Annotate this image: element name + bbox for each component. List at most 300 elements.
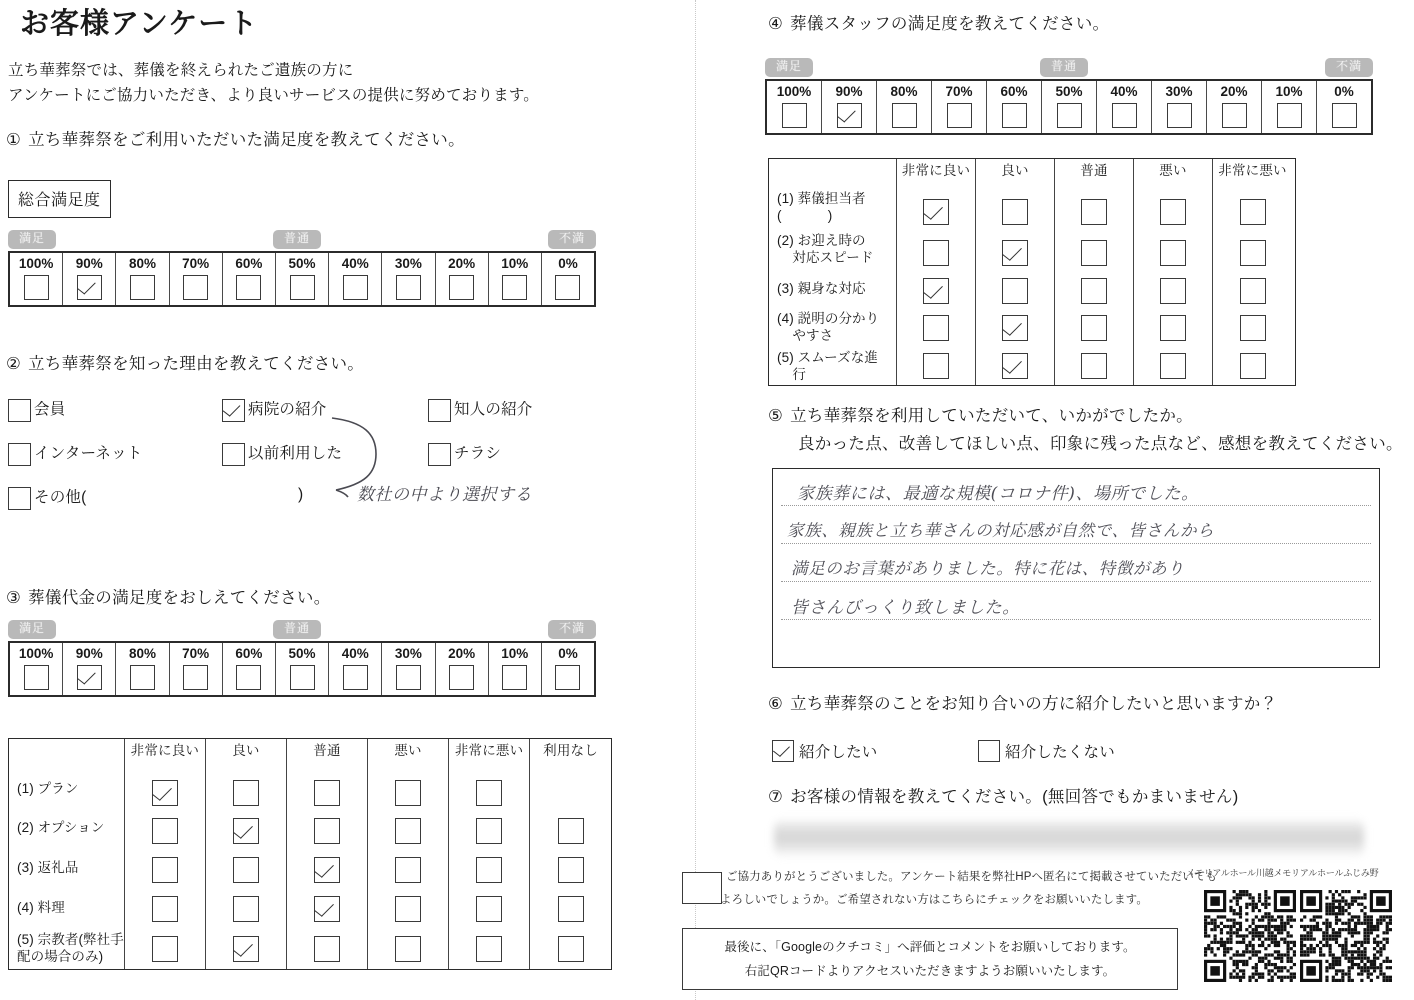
q4-matrix-cell-r5-c5[interactable]: [1213, 348, 1292, 385]
q4-scale-percent-label: 50%: [1055, 84, 1083, 99]
q3-matrix-cell-r1-c5[interactable]: [449, 774, 529, 811]
q4-scale-cell-100[interactable]: [767, 81, 822, 133]
q4-matrix-checkbox-r1-c2[interactable]: [1002, 199, 1028, 225]
q2-option-checkbox-5[interactable]: [222, 443, 245, 466]
q4-matrix-row-label-1-line-2: ( ): [777, 207, 833, 223]
q5-rule-line-2: [781, 543, 1371, 544]
q2-option-label-4: インターネット: [34, 445, 143, 462]
q3-scale-percent-label: 90%: [75, 646, 103, 661]
q3-matrix-column-2: [206, 739, 287, 969]
q3-scale-cell-70[interactable]: [170, 643, 223, 695]
right-column: [760, 0, 1414, 1000]
q3-matrix-checkbox-r2-c3[interactable]: [314, 818, 340, 844]
q4-matrix-cell-r5-c1[interactable]: [897, 348, 975, 385]
hp-consent-line-1: ご協力ありがとうございました。アンケート結果を弊社HPへ匿名にて掲載させていただいても: [726, 871, 1218, 883]
q4-matrix-checkbox-r5-c2[interactable]: [1002, 353, 1028, 379]
q4-matrix-cell-r2-c2[interactable]: [976, 232, 1054, 273]
q4-matrix-checkbox-r2-c3[interactable]: [1081, 240, 1107, 266]
q1-scale-checkbox-80[interactable]: [130, 275, 155, 300]
q4-matrix-column-header-4: 悪い: [1159, 163, 1187, 178]
q4-scale-cell-70[interactable]: [932, 81, 987, 133]
q1-scale-checkbox-20[interactable]: [449, 275, 474, 300]
q6-no-option[interactable]: [978, 740, 1115, 762]
q4-matrix-row-label-1-line-1: (1) 葬儀担当者: [777, 190, 866, 206]
q4-scale-checkbox-0[interactable]: [1332, 103, 1357, 128]
q4-matrix-cell-r1-c1[interactable]: [897, 191, 975, 232]
q3-matrix-checkbox-r5-c1[interactable]: [152, 936, 178, 962]
q3-matrix-cell-r5-c3[interactable]: [287, 928, 367, 969]
q4-matrix-cell-r5-c2[interactable]: [976, 348, 1054, 385]
q4-matrix-cell-r2-c4[interactable]: [1134, 232, 1212, 273]
q3-matrix-checkbox-r2-c6[interactable]: [558, 818, 584, 844]
q3-scale-cell-50[interactable]: [276, 643, 329, 695]
q3-matrix-checkbox-r3-c1[interactable]: [152, 857, 178, 883]
q4-scale-cell-60[interactable]: [987, 81, 1042, 133]
q4-matrix-cell-r1-c5[interactable]: [1213, 191, 1292, 232]
q4-matrix-cell-r2-c1[interactable]: [897, 232, 975, 273]
q4-matrix-checkbox-r4-c4[interactable]: [1160, 315, 1186, 341]
q1-scale-percent-label: 70%: [182, 256, 210, 271]
q3-matrix-column-1: [125, 739, 206, 969]
q3-matrix-column-header-4: 悪い: [394, 743, 422, 758]
q1-scale-checkbox-30[interactable]: [396, 275, 421, 300]
q4-matrix-checkbox-r5-c5[interactable]: [1240, 353, 1266, 379]
q1-scale-checkbox-90[interactable]: [77, 275, 102, 300]
q2-option-3[interactable]: [428, 398, 533, 422]
q4-matrix-checkbox-r5-c3[interactable]: [1081, 353, 1107, 379]
q3-matrix-cell-r3-c3[interactable]: [287, 850, 367, 889]
q2-option-6[interactable]: [428, 442, 501, 466]
q2-option-checkbox-1[interactable]: [8, 399, 31, 422]
q4-scale-percent-label: 40%: [1110, 84, 1138, 99]
q6-no-checkbox[interactable]: [978, 740, 1000, 762]
q3-scale-checkbox-70[interactable]: [183, 665, 208, 690]
badge-satisfied: 満足: [8, 230, 56, 249]
q5-comment-line-1: 家族葬には、最適な規模(コロナ件)、場所でした。: [797, 484, 1199, 504]
q4-matrix-checkbox-r3-c1[interactable]: [923, 278, 949, 304]
q4-matrix-cell-r4-c4[interactable]: [1134, 309, 1212, 348]
q3-matrix-cell-r4-c4[interactable]: [368, 889, 448, 928]
q3-matrix-checkbox-r1-c3[interactable]: [314, 780, 340, 806]
q1-scale-percent-label: 60%: [235, 256, 263, 271]
q2-option-label-1: 会員: [34, 401, 66, 418]
q1-scale-cell-80[interactable]: [116, 253, 169, 305]
q4-matrix-checkbox-r3-c2[interactable]: [1002, 278, 1028, 304]
q4-matrix-cell-r3-c4[interactable]: [1134, 273, 1212, 308]
question-4-heading: [768, 12, 1109, 37]
q4-matrix-checkbox-r5-c1[interactable]: [923, 353, 949, 379]
qr-code-fujimino[interactable]: [1300, 890, 1392, 982]
q4-percent-scale[interactable]: [765, 79, 1373, 135]
q3-matrix-checkbox-r5-c4[interactable]: [395, 936, 421, 962]
q3-scale-checkbox-0[interactable]: [555, 665, 580, 690]
q3-matrix-column-header-1: 非常に良い: [130, 743, 200, 758]
q4-matrix-column-header-2: 良い: [1001, 163, 1029, 178]
q3-scale-cell-10[interactable]: [489, 643, 542, 695]
q4-matrix-column-5: [1213, 159, 1292, 385]
q3-matrix-cell-r4-c1[interactable]: [125, 889, 205, 928]
q3-matrix-checkbox-r4-c5[interactable]: [476, 896, 502, 922]
q4-scale-cell-50[interactable]: [1042, 81, 1097, 133]
q3-matrix-row-label-5-line-2: 配の場合のみ): [17, 949, 104, 964]
q3-matrix-cell-r2-c6[interactable]: [530, 811, 611, 850]
q3-scale-cell-0[interactable]: [542, 643, 594, 695]
q5-comment-line-2: 家族、親族と立ち華さんの対応感が自然で、皆さんから: [787, 521, 1215, 540]
q3-matrix-checkbox-r1-c1[interactable]: [152, 780, 178, 806]
q3-matrix-cell-r3-c5[interactable]: [449, 850, 529, 889]
q4-matrix-row-label-5: [769, 347, 896, 385]
q3-scale-checkbox-100[interactable]: [24, 665, 49, 690]
q4-matrix-cell-r4-c2[interactable]: [976, 309, 1054, 348]
q5-comment-line-3: 満足のお言葉がありました。特に花は、特徴があり: [791, 559, 1185, 578]
q3-scale-checkbox-10[interactable]: [502, 665, 527, 690]
q3-scale-percent-label: 0%: [558, 646, 578, 661]
q3-matrix-checkbox-r4-c4[interactable]: [395, 896, 421, 922]
q3-matrix-cell-r2-c2[interactable]: [206, 811, 286, 850]
q3-matrix-checkbox-r5-c6[interactable]: [558, 936, 584, 962]
q4-scale-cell-20[interactable]: [1207, 81, 1262, 133]
badge-neutral-q3: 普通: [273, 620, 321, 639]
q3-scale-cell-40[interactable]: [329, 643, 382, 695]
q4-matrix-cell-r1-c2[interactable]: [976, 191, 1054, 232]
q4-scale-checkbox-20[interactable]: [1222, 103, 1247, 128]
q3-scale-percent-label: 60%: [235, 646, 263, 661]
question-5-number: ⑤: [768, 407, 784, 425]
q3-matrix-checkbox-r2-c2[interactable]: [233, 818, 259, 844]
q1-scale-checkbox-60[interactable]: [236, 275, 261, 300]
question-6-text: 立ち華葬祭のことをお知り合いの方に紹介したいと思いますか？: [790, 695, 1278, 713]
q3-matrix-cell-r3-c4[interactable]: [368, 850, 448, 889]
q3-matrix-cell-r1-c4[interactable]: [368, 774, 448, 811]
q4-matrix-cell-r3-c1[interactable]: [897, 273, 975, 308]
q3-matrix-cell-r4-c3[interactable]: [287, 889, 367, 928]
q3-scale-percent-label: 50%: [288, 646, 316, 661]
q3-scale-checkbox-60[interactable]: [236, 665, 261, 690]
q4-matrix-column-4: [1134, 159, 1213, 385]
q4-matrix-checkbox-r4-c5[interactable]: [1240, 315, 1266, 341]
q2-option-1[interactable]: [8, 398, 65, 422]
q4-scale-cell-30[interactable]: [1152, 81, 1207, 133]
badge-dissatisfied-q4: 不満: [1325, 58, 1373, 77]
q1-scale-cell-20[interactable]: [436, 253, 489, 305]
q4-matrix-cell-r5-c3[interactable]: [1055, 348, 1133, 385]
q3-matrix-column-6: [530, 739, 611, 969]
q3-matrix-row-label-1: [9, 769, 124, 807]
q1-scale-cell-50[interactable]: [276, 253, 329, 305]
q1-scale-checkbox-70[interactable]: [183, 275, 208, 300]
q5-comment-line-4: 皆さんびっくり致しました。: [791, 598, 1020, 618]
q1-scale-percent-label: 20%: [448, 256, 476, 271]
q3-matrix-cell-r5-c6[interactable]: [530, 928, 611, 969]
question-5-text-line1: 立ち華葬祭を利用していただいて、いかがでしたか。: [790, 407, 1193, 425]
q4-matrix-cell-r1-c4[interactable]: [1134, 191, 1212, 232]
q4-matrix-row-label-3: [769, 270, 896, 306]
question-7-number: ⑦: [768, 788, 784, 806]
q3-matrix-checkbox-r2-c4[interactable]: [395, 818, 421, 844]
qr-code-kawagoe[interactable]: [1204, 890, 1296, 982]
q4-scale-percent-label: 60%: [1000, 84, 1028, 99]
q4-matrix-checkbox-r1-c3[interactable]: [1081, 199, 1107, 225]
q3-scale-cell-90[interactable]: [63, 643, 116, 695]
q4-matrix-checkbox-r2-c5[interactable]: [1240, 240, 1266, 266]
q2-option-checkbox-2[interactable]: [222, 399, 245, 422]
q3-matrix-cell-r1-c2[interactable]: [206, 774, 286, 811]
q2-option-checkbox-7[interactable]: [8, 487, 31, 510]
q3-matrix-checkbox-r2-c5[interactable]: [476, 818, 502, 844]
question-3-heading: [6, 586, 331, 611]
q3-matrix-cell-r2-c1[interactable]: [125, 811, 205, 850]
q1-scale-cell-10[interactable]: [489, 253, 542, 305]
q4-scale-checkbox-70[interactable]: [947, 103, 972, 128]
q4-matrix-row-label-2-line-2: 対応スピード: [777, 250, 874, 266]
q4-scale-cell-0[interactable]: [1317, 81, 1371, 133]
q3-scale-checkbox-40[interactable]: [343, 665, 368, 690]
q4-matrix-checkbox-r3-c4[interactable]: [1160, 278, 1186, 304]
q3-matrix-checkbox-r3-c6[interactable]: [558, 857, 584, 883]
q1-scale-cell-40[interactable]: [329, 253, 382, 305]
q3-matrix-cell-r5-c1[interactable]: [125, 928, 205, 969]
q1-scale-block: [8, 230, 596, 307]
hp-consent-checkbox[interactable]: [682, 872, 722, 904]
q4-matrix-checkbox-r3-c5[interactable]: [1240, 278, 1266, 304]
q3-matrix-checkbox-r1-c5[interactable]: [476, 780, 502, 806]
badge-dissatisfied: 不満: [548, 230, 596, 249]
q4-matrix-cell-r3-c2[interactable]: [976, 273, 1054, 308]
overall-satisfaction-label: 総合満足度: [8, 180, 111, 218]
q4-matrix-row-label-1: [769, 186, 896, 228]
q3-matrix-cell-r2-c3[interactable]: [287, 811, 367, 850]
q4-scale-cell-80[interactable]: [877, 81, 932, 133]
badge-neutral-q4: 普通: [1040, 58, 1088, 77]
q4-scale-checkbox-40[interactable]: [1112, 103, 1137, 128]
q3-matrix-cell-r1-c6[interactable]: [530, 774, 611, 811]
q3-matrix-checkbox-r3-c5[interactable]: [476, 857, 502, 883]
q3-matrix-cell-r2-c5[interactable]: [449, 811, 529, 850]
q3-matrix-label-header-spacer: [9, 739, 124, 769]
q4-matrix-checkbox-r4-c2[interactable]: [1002, 315, 1028, 341]
q3-scale-checkbox-30[interactable]: [396, 665, 421, 690]
q4-scale-checkbox-80[interactable]: [892, 103, 917, 128]
q4-scale-percent-label: 90%: [835, 84, 863, 99]
q4-scale-percent-label: 10%: [1275, 84, 1303, 99]
q4-matrix-checkbox-r2-c1[interactable]: [923, 240, 949, 266]
q4-scale-percent-label: 30%: [1165, 84, 1193, 99]
q2-option-4[interactable]: [8, 442, 143, 466]
q3-matrix-checkbox-r1-c4[interactable]: [395, 780, 421, 806]
q3-scale-cell-60[interactable]: [223, 643, 276, 695]
question-6-heading: [768, 692, 1277, 717]
q1-scale-checkbox-0[interactable]: [555, 275, 580, 300]
q3-percent-scale[interactable]: [8, 641, 596, 697]
q4-scale-checkbox-100[interactable]: [782, 103, 807, 128]
q3-scale-checkbox-90[interactable]: [77, 665, 102, 690]
q3-matrix-checkbox-r3-c3[interactable]: [314, 857, 340, 883]
q3-matrix-checkbox-r4-c2[interactable]: [233, 896, 259, 922]
q3-matrix-cell-r3-c6[interactable]: [530, 850, 611, 889]
hp-consent-line-2: よろしいでしょうか。ご希望されない方はこちらにチェックをお願いいたします。: [720, 894, 1148, 906]
q1-scale-checkbox-50[interactable]: [290, 275, 315, 300]
q1-scale-cell-70[interactable]: [170, 253, 223, 305]
q4-scale-checkbox-10[interactable]: [1277, 103, 1302, 128]
q4-scale-cell-90[interactable]: [822, 81, 877, 133]
question-7-text: お客様の情報を教えてください。(無回答でもかまいません): [790, 788, 1239, 806]
q4-matrix-column-header-5: 非常に悪い: [1218, 163, 1287, 178]
q3-scale-cell-20[interactable]: [436, 643, 489, 695]
q3-scale-percent-label: 100%: [18, 646, 54, 661]
q3-matrix-cell-r5-c2[interactable]: [206, 928, 286, 969]
q4-matrix-cell-r4-c1[interactable]: [897, 309, 975, 348]
q4-matrix-column-header-3: 普通: [1080, 163, 1108, 178]
q4-rating-matrix[interactable]: [768, 158, 1296, 386]
left-column: [0, 0, 660, 1000]
q3-matrix-checkbox-r4-c1[interactable]: [152, 896, 178, 922]
q2-option-label-3: 知人の紹介: [454, 401, 533, 418]
q4-matrix-checkbox-r2-c2[interactable]: [1002, 240, 1028, 266]
q3-matrix-row-label-4-line-1: (4) 料理: [17, 899, 65, 915]
q5-comment-box[interactable]: [772, 468, 1380, 668]
q4-matrix-label-column: [769, 159, 897, 385]
q4-matrix-column-header-1: 非常に良い: [901, 163, 971, 178]
q1-scale-checkbox-100[interactable]: [24, 275, 49, 300]
q4-matrix-checkbox-r1-c1[interactable]: [923, 199, 949, 225]
q4-matrix-checkbox-r3-c3[interactable]: [1081, 278, 1107, 304]
q2-option-checkbox-6[interactable]: [428, 443, 451, 466]
q4-matrix-checkbox-r1-c4[interactable]: [1160, 199, 1186, 225]
q3-matrix-cell-r2-c4[interactable]: [368, 811, 448, 850]
q3-matrix-checkbox-r3-c2[interactable]: [233, 857, 259, 883]
q6-yes-label: 紹介したい: [799, 744, 878, 761]
q3-rating-matrix[interactable]: [8, 738, 612, 970]
q4-scale-checkbox-30[interactable]: [1167, 103, 1192, 128]
q2-option-2[interactable]: [222, 398, 327, 422]
q4-matrix-row-label-3-line-1: (3) 親身な対応: [777, 280, 866, 296]
q1-scale-cell-100[interactable]: [10, 253, 63, 305]
q4-scale-percent-label: 100%: [776, 84, 812, 99]
q5-rule-line-3: [781, 581, 1371, 582]
question-3-number: ③: [6, 589, 22, 607]
q3-matrix-cell-r1-c3[interactable]: [287, 774, 367, 811]
q7-redacted-personal-info: [774, 818, 1364, 858]
q6-yes-checkbox[interactable]: [772, 740, 794, 762]
q1-scale-percent-label: 30%: [394, 256, 422, 271]
q3-matrix-cell-r4-c5[interactable]: [449, 889, 529, 928]
q4-scale-checkbox-50[interactable]: [1057, 103, 1082, 128]
q2-option-7[interactable]: [8, 486, 86, 510]
q1-scale-cell-90[interactable]: [63, 253, 116, 305]
q4-matrix-cell-r1-c3[interactable]: [1055, 191, 1133, 232]
question-2-heading: [6, 352, 364, 377]
q1-scale-checkbox-10[interactable]: [502, 275, 527, 300]
q4-matrix-checkbox-r5-c4[interactable]: [1160, 353, 1186, 379]
q4-matrix-row-label-2-line-1: (2) お迎え時の: [777, 233, 866, 249]
q4-scale-cell-40[interactable]: [1097, 81, 1152, 133]
q6-no-label: 紹介したくない: [1005, 744, 1115, 761]
q3-scale-checkbox-20[interactable]: [449, 665, 474, 690]
q4-matrix-label-header-spacer: [769, 159, 896, 186]
q1-scale-cell-0[interactable]: [542, 253, 594, 305]
q3-scale-cell-30[interactable]: [382, 643, 435, 695]
q4-scale-checkbox-90[interactable]: [837, 103, 862, 128]
q1-scale-percent-label: 80%: [128, 256, 156, 271]
question-2-text: 立ち華葬祭を知った理由を教えてください。: [28, 355, 365, 373]
q4-matrix-checkbox-r1-c5[interactable]: [1240, 199, 1266, 225]
q4-matrix-cell-r2-c5[interactable]: [1213, 232, 1292, 273]
q1-scale-badges: [8, 230, 596, 251]
q4-matrix-row-label-4-line-1: (4) 説明の分かり: [777, 310, 880, 326]
q4-scale-badges: [765, 58, 1373, 79]
q1-scale-percent-label: 40%: [341, 256, 369, 271]
q3-matrix-row-label-3-line-1: (3) 返礼品: [17, 859, 79, 875]
q3-scale-cell-100[interactable]: [10, 643, 63, 695]
question-4-number: ④: [768, 15, 784, 33]
q3-matrix-checkbox-r4-c3[interactable]: [314, 896, 340, 922]
q2-option-checkbox-4[interactable]: [8, 443, 31, 466]
q1-scale-cell-60[interactable]: [223, 253, 276, 305]
q2-option-checkbox-3[interactable]: [428, 399, 451, 422]
q3-matrix-checkbox-r5-c2[interactable]: [233, 936, 259, 962]
q4-matrix-column-1: [897, 159, 976, 385]
q3-scale-checkbox-80[interactable]: [130, 665, 155, 690]
q4-matrix-cell-r5-c4[interactable]: [1134, 348, 1212, 385]
q3-matrix-cell-r5-c4[interactable]: [368, 928, 448, 969]
q4-matrix-row-label-4: [769, 306, 896, 346]
q3-matrix-label-column: [9, 739, 125, 969]
q1-percent-scale[interactable]: [8, 251, 596, 307]
q3-matrix-checkbox-r5-c3[interactable]: [314, 936, 340, 962]
q3-matrix-checkbox-r3-c4[interactable]: [395, 857, 421, 883]
q4-matrix-cell-r2-c3[interactable]: [1055, 232, 1133, 273]
q3-matrix-checkbox-r1-c2[interactable]: [233, 780, 259, 806]
q3-matrix-checkbox-r5-c5[interactable]: [476, 936, 502, 962]
q4-matrix-checkbox-r2-c4[interactable]: [1160, 240, 1186, 266]
q6-yes-option[interactable]: [772, 740, 878, 762]
q4-matrix-checkbox-r4-c1[interactable]: [923, 315, 949, 341]
q4-matrix-checkbox-r4-c3[interactable]: [1081, 315, 1107, 341]
q2-option-5[interactable]: [222, 442, 342, 466]
q3-matrix-cell-r4-c6[interactable]: [530, 889, 611, 928]
q2-option-label-5: 以前利用した: [248, 445, 343, 462]
q3-matrix-row-label-5-line-1: (5) 宗教者(弊社手: [17, 932, 124, 947]
q4-scale-cell-10[interactable]: [1262, 81, 1317, 133]
q3-matrix-row-label-5: [9, 927, 124, 969]
q4-matrix-cell-r4-c3[interactable]: [1055, 309, 1133, 348]
q3-scale-percent-label: 10%: [501, 646, 529, 661]
lead-line-2: アンケートにご協力いただき、より良いサービスの提供に努めております。: [8, 87, 540, 104]
q4-matrix-cell-r4-c5[interactable]: [1213, 309, 1292, 348]
q4-matrix-cell-r3-c5[interactable]: [1213, 273, 1292, 308]
q1-scale-percent-label: 100%: [18, 256, 54, 271]
q3-scale-checkbox-50[interactable]: [290, 665, 315, 690]
q4-scale-checkbox-60[interactable]: [1002, 103, 1027, 128]
question-5-heading: [768, 404, 1193, 429]
q4-matrix-cell-r3-c3[interactable]: [1055, 273, 1133, 308]
question-3-text: 葬儀代金の満足度をおしえてください。: [28, 589, 331, 607]
q3-scale-cell-80[interactable]: [116, 643, 169, 695]
q1-scale-cell-30[interactable]: [382, 253, 435, 305]
q3-matrix-cell-r4-c2[interactable]: [206, 889, 286, 928]
q3-matrix-column-header-5: 非常に悪い: [454, 743, 524, 758]
q4-scale-block: [765, 58, 1373, 135]
q3-matrix-checkbox-r2-c1[interactable]: [152, 818, 178, 844]
q3-matrix-cell-r3-c2[interactable]: [206, 850, 286, 889]
q3-matrix-checkbox-r4-c6[interactable]: [558, 896, 584, 922]
q3-matrix-cell-r3-c1[interactable]: [125, 850, 205, 889]
q3-matrix-cell-r5-c5[interactable]: [449, 928, 529, 969]
q1-scale-checkbox-40[interactable]: [343, 275, 368, 300]
badge-dissatisfied-q3: 不満: [548, 620, 596, 639]
q4-matrix-column-2: [976, 159, 1055, 385]
q3-matrix-cell-r1-c1[interactable]: [125, 774, 205, 811]
